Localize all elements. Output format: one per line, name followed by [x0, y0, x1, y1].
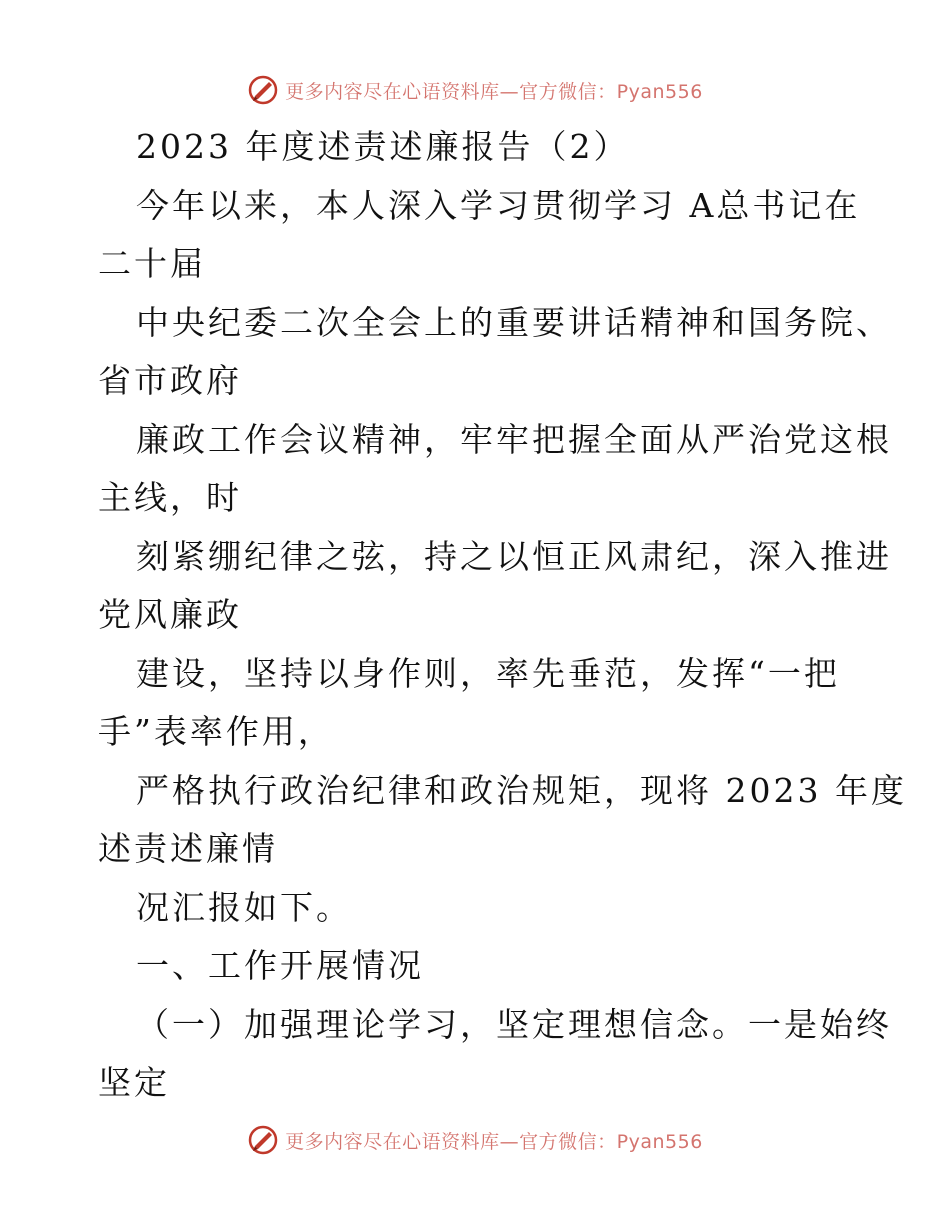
paragraph-line: 二十届: [98, 244, 206, 283]
paragraph-line: 党风廉政: [98, 595, 242, 634]
paragraph-line: 况汇报如下。: [136, 887, 352, 927]
paragraph-line: 主线，时: [98, 478, 242, 517]
header-watermark: [0, 70, 950, 110]
paragraph-line: 述责述廉情: [98, 829, 278, 868]
paragraph-line: 中央纪委二次全会上的重要讲话精神和国务院、: [136, 302, 892, 342]
paragraph-line: 今年以来，本人深入学习贯彻学习 A总书记在: [136, 185, 861, 225]
paragraph-line: 手”表率作用，: [98, 712, 334, 751]
pen-logo-icon: [247, 74, 279, 106]
footer-watermark: [0, 1120, 950, 1160]
subsection-heading: （一）加强理论学习，坚定理想信念。一是始终: [136, 1004, 892, 1044]
paragraph-line: 刻紧绷纪律之弦，持之以恒正风肃纪，深入推进: [136, 536, 892, 576]
paragraph-line: 廉政工作会议精神，牢牢把握全面从严治党这根: [136, 419, 892, 459]
watermark-text: 更多内容尽在心语资料库—官方微信：Pyan556: [285, 80, 703, 103]
watermark-text: 更多内容尽在心语资料库—官方微信：Pyan556: [285, 1130, 703, 1153]
paragraph-line: 严格执行政治纪律和政治规矩，现将 2023 年度: [136, 770, 907, 810]
paragraph-line: 建设，坚持以身作则，率先垂范，发挥“一把: [136, 653, 840, 693]
pen-logo-icon: [247, 1124, 279, 1156]
document-title: 2023 年度述责述廉报告（2）: [136, 127, 630, 166]
section-heading: 一、工作开展情况: [136, 946, 424, 985]
paragraph-line: 坚定: [98, 1063, 170, 1102]
paragraph-line: 省市政府: [98, 361, 242, 400]
document-body: [98, 118, 907, 1113]
